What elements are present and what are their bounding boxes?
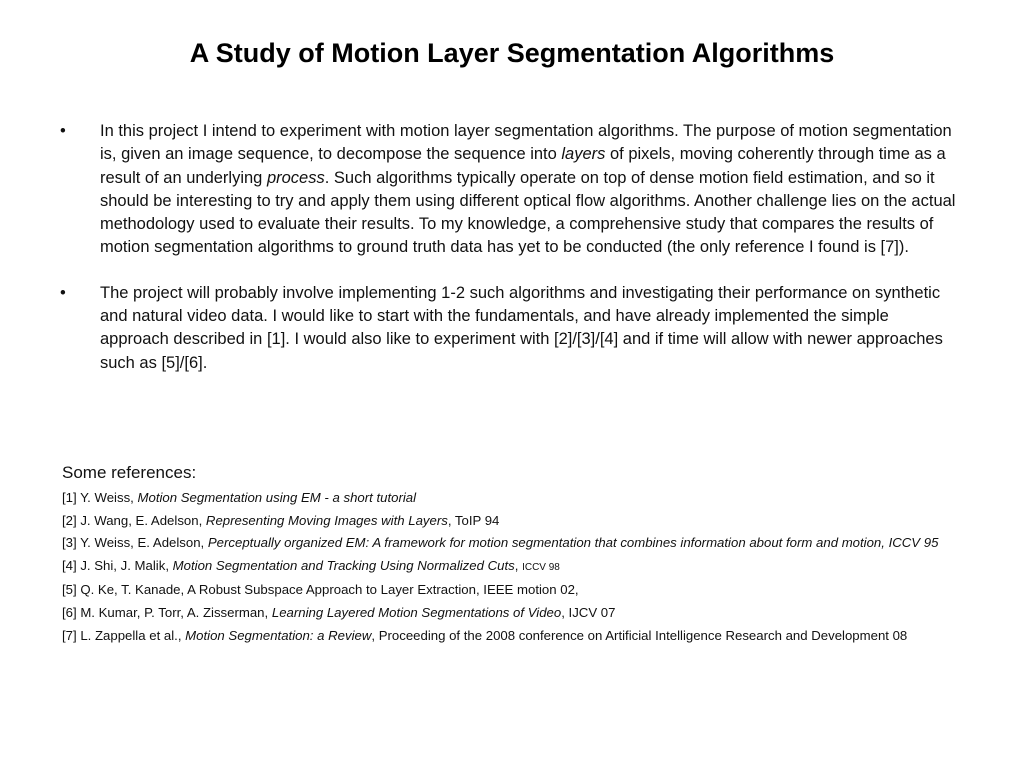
reference-item (62, 534, 962, 552)
reference-title: Perceptually organized EM: A framework for motion segmentation that combines information about form and motion, ICCV 95 (207, 535, 939, 551)
bullet-text-part: In this project I intend to experiment with motion layer segmentation algorithms. The purpose of motion segmentation is, given an image sequence, to decompose the sequence into (100, 122, 952, 164)
reference-authors: [7] L. Zappella et al., (62, 627, 186, 643)
reference-authors: [2] J. Wang, E. Adelson, (62, 512, 206, 528)
bullet-text-part: . Such algorithms typically operate on top of dense motion field estimation, and so it should be interesting to try and apply them using different optical flow algorithms. Another challenge lies on the actual methodology used to evaluate their results. To my knowledge, a comprehensive study that compares the results of motion segmentation algorithms to ground truth data has yet to be conducted (the only reference I found is [7]). (100, 168, 956, 257)
reference-title: Learning Layered Motion Segmentations of Video (271, 604, 562, 620)
reference-authors: [4] J. Shi, J. Malik, (62, 557, 173, 573)
references-heading: Some references: (62, 463, 197, 482)
reference-venue-small: ICCV 98 (522, 561, 560, 573)
reference-item (62, 557, 962, 577)
bullet-icon: • (60, 283, 66, 302)
reference-venue: , ToIP 94 (447, 512, 500, 528)
slide-title: A Study of Motion Layer Segmentation Algorithms (189, 38, 835, 68)
reference-item (62, 512, 962, 530)
emphasis-text: layers (561, 145, 606, 164)
bullet-item (60, 282, 960, 375)
reference-authors: [5] Q. Ke, T. Kanade, A Robust Subspace Approach to Layer Extraction, IEEE motion 02, (62, 582, 579, 598)
reference-item (62, 489, 962, 507)
bullet-icon: • (60, 122, 66, 140)
bullet-text-part: of pixels, moving coherently through time as a result of an underlying (100, 145, 946, 187)
references-list (62, 489, 962, 649)
bullet-item (60, 120, 960, 260)
reference-authors: [3] Y. Weiss, E. Adelson, (62, 535, 208, 551)
emphasis-text: process (266, 168, 325, 187)
reference-item (62, 581, 962, 599)
reference-item (62, 627, 962, 645)
reference-title: Motion Segmentation using EM - a short tutorial (137, 490, 417, 505)
reference-title: Motion Segmentation: a Review (185, 627, 372, 643)
reference-venue: , IJCV 07 (561, 604, 616, 620)
bullet-list (60, 120, 960, 397)
reference-venue: , (514, 557, 523, 573)
reference-venue: , Proceeding of the 2008 conference on Artificial Intelligence Research and Development 08 (371, 627, 908, 643)
reference-title: Motion Segmentation and Tracking Using Normalized Cuts (172, 557, 515, 573)
bullet-text (100, 122, 955, 256)
reference-item (62, 604, 962, 622)
reference-authors: [6] M. Kumar, P. Torr, A. Zisserman, (62, 604, 272, 620)
reference-title: Representing Moving Images with Layers (205, 512, 448, 528)
bullet-text: The project will probably involve implementing 1-2 such algorithms and investigating their performance on synthetic and natural video data. I would like to start with the fundamentals, and have already implemented the simple approach described in [1]. I would also like to experiment with [2]/[3]/[4] and if time will allow with newer approaches such as [5]/[6]. (100, 283, 943, 372)
reference-authors: [1] Y. Weiss, (62, 490, 138, 505)
